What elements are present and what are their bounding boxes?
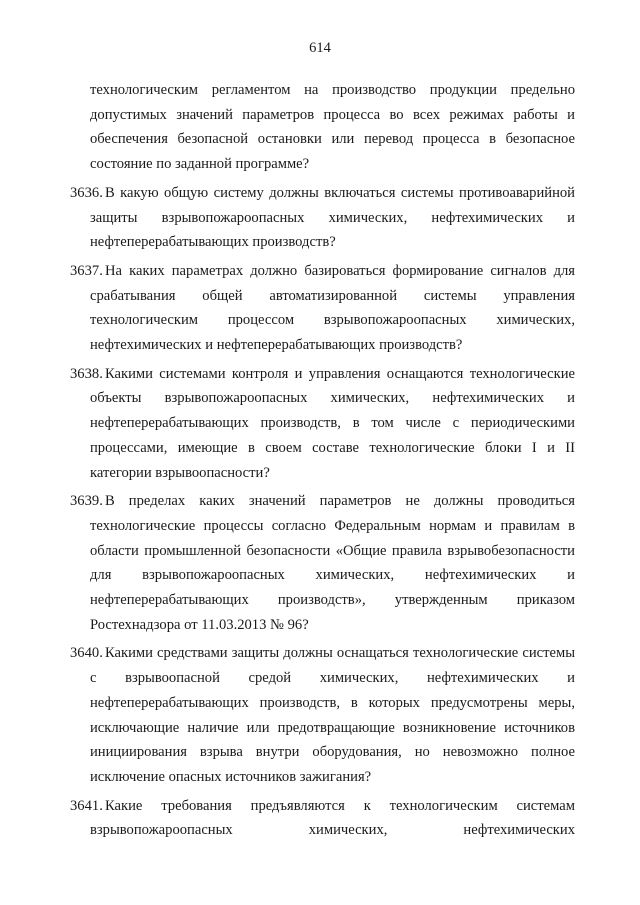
question-number: 3640.	[70, 645, 103, 662]
question-3638	[70, 362, 575, 486]
question-number: 3636.	[70, 184, 103, 201]
question-3640	[70, 641, 575, 789]
question-text: Какими средствами защиты должны оснащаться технологические системы с взрывоопасной средой химических, нефтехимических и нефтеперерабатывающих производств, в которых предусмотрены меры, исключающие наличие или предотвращающие возникновение источников инициирования взрыва внутри оборудования, но невозможно полное исключение опасных источников зажигания?	[90, 645, 575, 785]
question-3641	[70, 794, 575, 843]
question-3639	[70, 489, 575, 637]
question-3637	[70, 259, 575, 358]
question-text: В какую общую систему должны включаться системы противоаварийной защиты взрывопожароопасных химических, нефтехимических и нефтеперерабатывающих производств?	[90, 184, 575, 251]
document-body	[70, 78, 575, 847]
question-text: В пределах каких значений параметров не должны проводиться технологические процессы согласно Федеральным нормам и правилам в области промышленной безопасности «Общие правила взрывобезопасности для взрывопожароопасных химических, нефтехимических и нефтеперерабатывающих производств», утвержденным приказом Ростехнадзора от 11.03.2013 № 96?	[90, 493, 575, 633]
question-number: 3639.	[70, 493, 103, 510]
question-number: 3638.	[70, 365, 103, 382]
page-number: 614	[309, 40, 331, 56]
question-text: Какие требования предъявляются к технологическим системам взрывопожароопасных химических, нефтехимических	[90, 797, 575, 839]
question-number: 3641.	[70, 797, 103, 814]
question-3636	[70, 181, 575, 255]
intro-paragraph: технологическим регламентом на производство продукции предельно допустимых значений параметров процесса во всех режимах работы и обеспечения безопасной остановки или перевод процесса в безопасное состояние по заданной программе?	[90, 82, 575, 173]
question-text: На каких параметрах должно базироваться формирование сигналов для срабатывания общей автоматизированной системы управления технологическим процессом взрывопожароопасных химических, нефтехимических и нефтеперерабатывающих производств?	[90, 262, 575, 354]
question-text: Какими системами контроля и управления оснащаются технологические объекты взрывопожароопасных химических, нефтехимических и нефтеперерабатывающих производств, в том числе с периодическими процессами, имеющие в своем составе технологические блоки I и II категории взрывоопасности?	[90, 365, 575, 481]
question-number: 3637.	[70, 262, 103, 279]
